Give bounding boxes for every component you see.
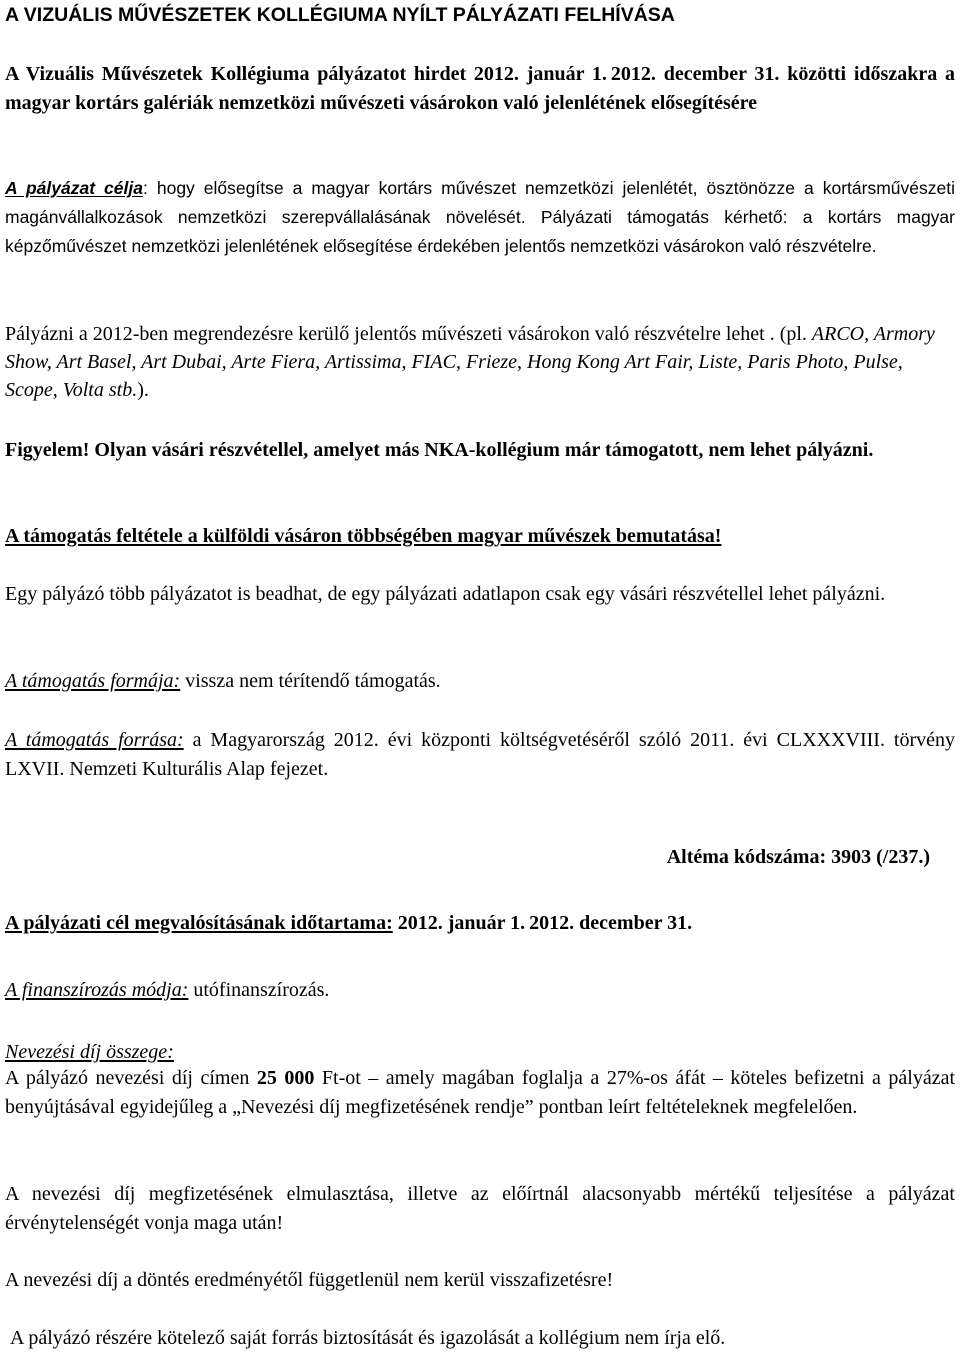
- multiple-paragraph: Egy pályázó több pályázatot is beadhat, de egy pályázati adatlapon csak egy vásári részvétellel lehet pályázni.: [5, 583, 886, 605]
- apply-close: ).: [137, 379, 149, 401]
- fee-text-post: Ft-ot – amely magában foglalja a 27%-os áfát – köteles befizetni a pályázat benyújtásával egyidejűleg a „Nevezési díj megfizetésének rendje” pontban leírt feltételeknek megfelelően.: [5, 1067, 956, 1118]
- fee-failure-paragraph: A nevezési díj megfizetésének elmulasztása, illetve az előírtnál alacsonyabb mértékű teljesítése a pályázat érvénytelenségét vonja maga után!: [5, 1183, 955, 1234]
- subtopic-code: Altéma kódszáma: 3903 (/237.): [666, 846, 930, 868]
- duration-label: A pályázati cél megvalósításának időtartama:: [5, 912, 393, 934]
- form-text: vissza nem térítendő támogatás.: [180, 670, 441, 692]
- fee-amount: 25 000: [256, 1067, 315, 1089]
- financing-label: A finanszírozás módja:: [5, 979, 189, 1001]
- goal-label: A pályázat célja: [5, 178, 143, 198]
- source-label: A támogatás forrása:: [5, 729, 184, 751]
- fee-text-pre: A pályázó nevezési díj címen: [5, 1067, 257, 1089]
- page-heading: A VIZUÁLIS MŰVÉSZETEK KOLLÉGIUMA NYÍLT PÁLYÁZATI FELHÍVÁSA: [5, 4, 675, 26]
- warning-paragraph: Figyelem! Olyan vásári részvétellel, amelyet más NKA-kollégium már támogatott, nem lehet pályázni.: [5, 439, 874, 461]
- goal-text: : hogy elősegítse a magyar kortárs művészet nemzetközi jelenlétét, ösztönözze a kortársművészeti magánvállalkozások nemzetközi szerepvállalásának növelését. Pályázati támogatás kérhető: a kortárs magyar képzőművészet nemzetközi jelenlétének elősegítése érdekében jelentős nemzetközi vásárokon való részvételre.: [5, 178, 955, 256]
- intro-paragraph: A Vizuális Művészetek Kollégiuma pályázatot hirdet 2012. január 1. 2012. december 31. közötti időszakra a magyar kortárs galériák nemzetközi művészeti vásárokon való jelenlétének elősegítésére: [5, 63, 955, 114]
- apply-paragraph: [5, 320, 955, 404]
- fee-heading: Nevezési díj összege:: [5, 1041, 174, 1063]
- form-label: A támogatás formája:: [5, 670, 181, 692]
- duration-paragraph: [5, 909, 955, 938]
- financing-paragraph: [5, 976, 955, 1005]
- own-funds-paragraph: A pályázó részére kötelező saját forrás biztosítását és igazolását a kollégium nem írja elő.: [10, 1327, 726, 1349]
- fee-paragraph: [5, 1064, 955, 1122]
- source-paragraph: [5, 726, 955, 784]
- source-text: a Magyarország 2012. évi központi költségvetéséről szóló 2011. évi CLXXXVIII. törvény LXVII. Nemzeti Kulturális Alap fejezet.: [5, 729, 956, 780]
- fee-refund-paragraph: A nevezési díj a döntés eredményétől függetlenül nem kerül visszafizetésre!: [5, 1269, 614, 1291]
- condition-paragraph: A támogatás feltétele a külföldi vásáron többségében magyar művészek bemutatása!: [5, 525, 722, 547]
- apply-text: Pályázni a 2012-ben megrendezésre kerülő jelentős művészeti vásárokon való részvételre lehet . (pl.: [5, 323, 812, 345]
- financing-text: utófinanszírozás.: [188, 979, 330, 1001]
- form-paragraph: [5, 667, 955, 696]
- goal-paragraph: [5, 174, 955, 261]
- duration-text: 2012. január 1. 2012. december 31.: [392, 912, 693, 934]
- fair-list: ARCO, Armory Show, Art Basel, Art Dubai, Arte Fiera, Artissima, FIAC, Frieze, Hong Kong Art Fair, Liste, Paris Photo, Pulse, Scope, Volta stb.: [5, 323, 935, 401]
